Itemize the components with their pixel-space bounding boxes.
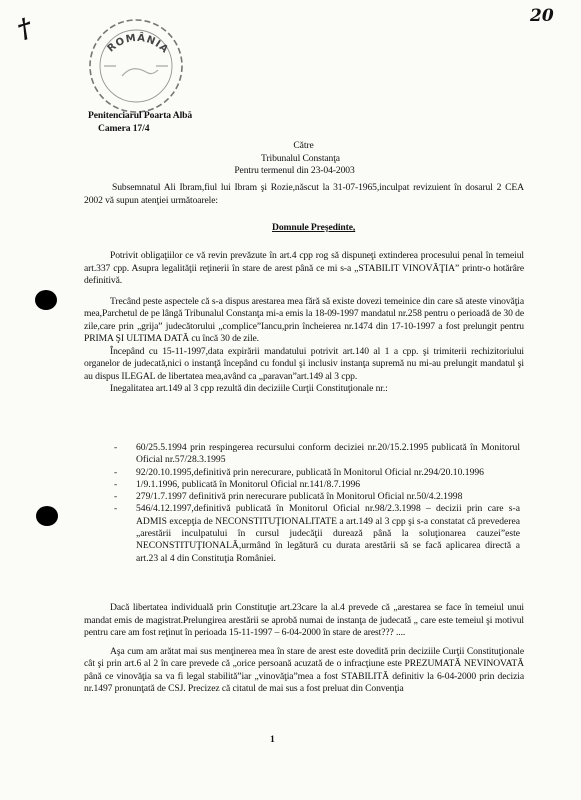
list-item <box>114 467 520 479</box>
sender-block <box>88 110 192 135</box>
handwritten-page-mark: 20 <box>530 6 554 26</box>
recipient-to: Către <box>293 140 314 151</box>
list-item-text: 92/20.10.1995,definitivă prin nerecurare, publicată în Monitorul Oficial nr.294/20.10.1996 <box>136 466 484 478</box>
list-item <box>114 503 520 564</box>
paragraph-presumption-innocence: Aşa cum am arătat mai sus menţinerea mea în stare de arest este dovedită prin deciziile Curţii Constituţionale cât şi prin art.6 al 2 în care prevede că „orice persoană acuzată de o infracţiune este PREZUMATĂ NEVINOVATĂ până ce vinovăţia sa va fi legal stabilită”iar „vinovăţia”mea a fost STABILITĂ definitiv la 6-04-2000 prin decizia nr.1497 pronunţată de CSJ. Precizez că citatul de mai sus a fost preluat din Convenţia <box>84 645 524 694</box>
recipient-block <box>0 140 581 178</box>
list-item-text: 279/1.7.1997 definitivă prin nerecurare publicată în Monitorul Oficial nr.50/4.2.1998 <box>136 491 463 503</box>
paragraph-warrant-expiry: Începând cu 15-11-1997,data expirării mandatului potrivit art.140 al 1 a cpp. şi trimiterii rechizitoriului organelor de judecată,nici o instanţă începând cu fondul şi inclusiv instanţa supremă nu mi-au prelungit mandatul şi au dispus ILEGAL de libertatea mea,având ca „paravan”art.149 al 3 cpp. <box>84 345 524 382</box>
list-item <box>114 479 520 491</box>
list-item <box>114 491 520 503</box>
stamp-text: ROMÂNIA <box>105 32 171 56</box>
body-paragraphs <box>84 250 524 396</box>
list-dash: - <box>114 442 118 453</box>
list-dash: - <box>114 491 118 503</box>
list-dash: - <box>114 503 118 515</box>
list-item-text: 60/25.5.1994 prin respingerea recursului conform deciziei nr.20/15.2.1995 publicată în Monitorul Oficial nr.57/28.3.1995 <box>136 442 520 466</box>
list-item-text: 1/9.1.1996, publicată în Monitorul Oficial nr.141/8.7.1996 <box>136 478 361 490</box>
paragraph-constitution: Dacă libertatea individuală prin Constituţie art.23care la al.4 prevede că „arestarea se face în temeiul unui mandat emis de magistrat.Prelungirea arestării se aprobă numai de instanţa de judecată „ care este temeiul şi motivul pentru care am fost reţinut în perioada 15-11-1997 – 6-04-2000 în stare de arest??? .... <box>84 602 524 638</box>
page-number: 1 <box>270 734 275 745</box>
recipient-term: Pentru termenul din 23-04-2003 <box>234 165 355 176</box>
svg-text:ROMÂNIA <box>106 31 171 56</box>
sender-cell: Camera 17/4 <box>98 122 150 134</box>
romania-stamp-icon <box>82 12 190 120</box>
list-dash: - <box>114 466 118 478</box>
salutation: Domnule Preşedinte, <box>272 222 356 233</box>
closing-paragraphs <box>84 602 524 696</box>
recipient-court: Tribunalul Constanţa <box>261 152 340 164</box>
sender-institution: Penitenciarul Poarta Albă <box>88 110 193 121</box>
decisions-list <box>114 442 520 565</box>
punch-hole-icon <box>36 506 58 526</box>
paragraph-arrest-warrant: Trecând peste aspectele că s-a dispus arestarea mea fără să existe dovezi temeinice din care să ateste vinovăţia mea,Parchetul de pe lângă Tribunalul Constanţa mi-a emis la 18-09-1997 mandatul nr.258 pentru o perioadă de 30 de zile,care prin „grija” judecătorului „complice”Iancu,prin încheierea nr.1474 din 17-10-1997 a fost prelungit pentru PRIMA ŞI ULTIMA DATĂ cu încă 30 de zile. <box>84 295 524 344</box>
punch-hole-icon <box>35 290 57 310</box>
handwritten-cross-mark: † <box>13 12 36 46</box>
paragraph-extension-request: Potrivit obligaţiilor ce vă revin prevăzute în art.4 cpp rog să dispuneţi extinderea procesului penal în temeiul art.337 cpp. Asupra legalităţii reţinerii în stare de arest până ce mi s-a „STABILIT VINOVĂŢIA” printr-o hotărâre definitivă. <box>84 250 524 286</box>
intro-paragraph: Subsemnatul Ali Ibram,fiul lui Ibram şi Rozie,născut la 31-07-1965,inculpat revizuient în dosarul 2 CEA 2002 vă supun atenţiei următoarele: <box>84 182 524 206</box>
list-item <box>114 442 520 467</box>
paragraph-decisions-intro: Inegalitatea art.149 al 3 cpp rezultă din deciziile Curţii Constituţionale nr.: <box>110 383 388 394</box>
list-item-text: 546/4.12.1997,definitivă publicată în Monitorul Oficial nr.98/2.3.1998 – decizii prin care s-a ADMIS excepţia de NECONSTITUŢIONALITATE a art.149 al 3 cpp şi s-a constatat că prevederea „arestării inculpatului în cursul judecăţii durează până la soluţionarea cauzei”este NECONSTITUŢIONALĂ,urmând în legătură cu durata arestării să se facă aplicarea directă a art.23 al 4 din Constituţia României. <box>136 503 520 564</box>
list-dash: - <box>114 478 118 490</box>
